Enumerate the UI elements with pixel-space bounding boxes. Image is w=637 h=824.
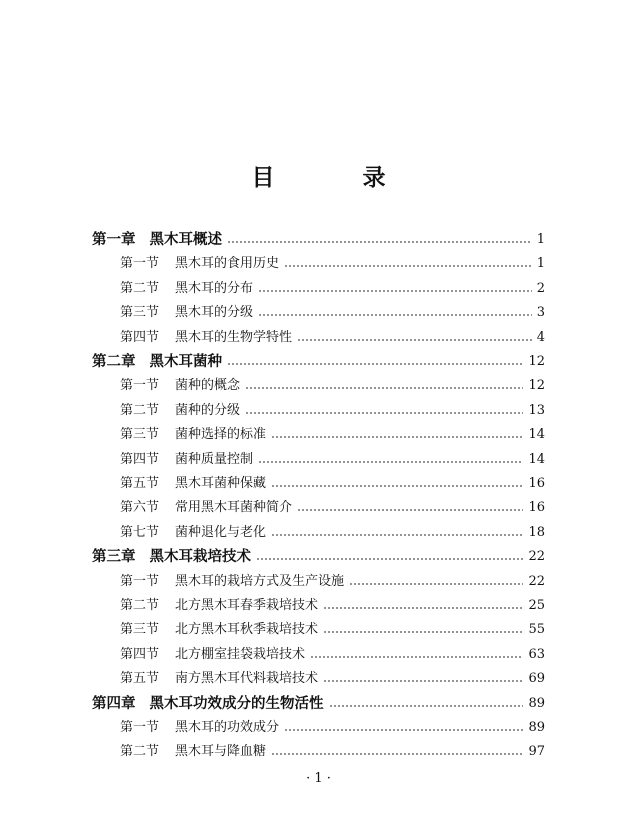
toc-section-entry[interactable] [120,473,545,495]
toc-entry-number: 第一节 [120,256,160,272]
toc-entry-page: 16 [528,500,545,516]
toc-entry-number: 第三节 [120,305,160,321]
toc-entry-number: 第二节 [120,402,160,418]
page-title: 目 录 [251,165,426,191]
toc-entry-page: 1 [536,256,545,272]
dot-leader [310,656,523,658]
toc-chapter-entry[interactable] [92,351,545,373]
toc-section-entry[interactable] [120,375,545,397]
toc-section-entry[interactable] [120,668,545,690]
toc-chapter-entry[interactable] [92,229,545,251]
toc-entry-title: 黑木耳概述 [149,232,222,248]
dot-leader [258,290,532,292]
dot-leader [323,607,523,609]
dot-leader [271,753,523,755]
toc-entry-number: 第一章 [92,232,136,248]
toc-entry-title: 黑木耳的功效成分 [175,720,280,735]
toc-entry-title: 黑木耳与降血糖 [175,744,267,760]
toc-entry-title: 黑木耳栽培技术 [149,549,251,566]
toc-chapter-entry[interactable] [92,693,545,715]
dot-leader [297,339,532,341]
toc-entry-page: 13 [528,402,545,418]
toc-section-entry[interactable] [120,302,545,324]
toc-entry-page: 22 [528,549,545,565]
dot-leader [349,583,523,585]
toc-entry-page: 89 [528,695,545,711]
toc-entry-number: 第六节 [120,500,160,516]
toc-entry-number: 第一节 [120,720,160,735]
dot-leader [271,485,523,487]
toc-entry-page: 16 [528,476,545,491]
toc-entry-title: 北方黑木耳秋季栽培技术 [175,622,319,638]
toc-entry-number: 第四节 [120,646,160,662]
toc-entry-page: 12 [528,378,545,394]
page-number-footer: · 1 · [306,771,331,786]
toc-entry-page: 14 [528,427,545,443]
toc-entry-number: 第四章 [92,695,136,712]
dot-leader [297,509,523,511]
toc-entry-title: 黑木耳功效成分的生物活性 [149,695,324,712]
toc-entry-number: 第二节 [120,598,160,613]
toc-chapter-entry[interactable] [92,546,545,568]
toc-section-entry[interactable] [120,278,545,300]
toc-entry-title: 菌种质量控制 [175,451,254,467]
toc-section-entry[interactable] [120,571,545,593]
toc-entry-number: 第二节 [120,280,160,296]
toc-section-entry[interactable] [120,424,545,446]
dot-leader [284,265,532,267]
toc-section-entry[interactable] [120,741,545,763]
toc-entry-number: 第三章 [92,549,136,566]
dot-leader [323,631,523,633]
toc-entry-page: 25 [528,598,545,613]
toc-entry-page: 69 [528,671,545,687]
dot-leader [245,387,523,389]
dot-leader [256,558,523,560]
toc-entry-title: 黑木耳的分级 [175,305,254,321]
dot-leader [245,412,523,414]
toc-entry-title: 菌种选择的标准 [175,427,267,443]
toc-entry-title: 黑木耳菌种保藏 [175,476,267,491]
toc-section-entry[interactable] [120,253,545,275]
toc-entry-page: 1 [536,232,545,247]
toc-entry-title: 菌种的分级 [175,402,241,418]
toc-section-entry[interactable] [120,327,545,349]
dot-leader [284,729,523,731]
toc-entry-title: 菌种的概念 [175,378,241,394]
toc-section-entry[interactable] [120,400,545,422]
toc-entry-page: 3 [536,305,545,321]
toc-entry-title: 黑木耳菌种 [149,354,222,370]
dot-leader [258,461,523,463]
toc-entry-title: 黑木耳的分布 [175,280,254,296]
dot-leader [329,705,524,707]
toc-entry-title: 菌种退化与老化 [175,524,267,540]
toc-entry-title: 常用黑木耳菌种简介 [175,500,293,516]
toc-entry-page: 18 [528,524,545,540]
dot-leader [227,363,523,365]
toc-section-entry[interactable] [120,522,545,544]
toc-entry-number: 第二节 [120,744,160,760]
dot-leader [271,534,523,536]
toc-entry-number: 第七节 [120,524,160,540]
toc-entry-number: 第五节 [120,671,160,687]
toc-section-entry[interactable] [120,595,545,617]
toc-entry-page: 63 [528,646,545,662]
toc-section-entry[interactable] [120,449,545,471]
toc-entry-page: 2 [536,280,545,296]
toc-entry-number: 第二章 [92,354,136,370]
dot-leader [227,241,532,243]
toc-section-entry[interactable] [120,619,545,641]
toc-entry-title: 北方黑木耳春季栽培技术 [175,598,319,613]
toc-entry-page: 89 [528,720,545,735]
toc-entry-page: 12 [528,354,545,369]
toc-entry-number: 第三节 [120,427,160,443]
toc-entry-title: 黑木耳的栽培方式及生产设施 [175,573,345,589]
toc-entry-number: 第四节 [120,451,160,467]
toc-section-entry[interactable] [120,497,545,519]
toc-entry-title: 黑木耳的生物学特性 [175,329,293,345]
dot-leader [323,680,523,682]
toc-entry-page: 97 [528,744,545,760]
toc-entry-page: 4 [536,329,545,345]
toc-entry-number: 第一节 [120,573,160,589]
toc-entry-page: 22 [528,573,545,589]
toc-entry-title: 南方黑木耳代料栽培技术 [175,671,319,687]
toc-entry-page: 14 [528,451,545,467]
dot-leader [258,314,532,316]
toc-entry-number: 第一节 [120,378,160,394]
toc-section-entry[interactable] [120,644,545,666]
toc-entry-title: 北方棚室挂袋栽培技术 [175,646,306,662]
toc-entry-title: 黑木耳的食用历史 [175,256,280,272]
toc-entry-page: 55 [528,622,545,638]
dot-leader [271,436,523,438]
toc-entry-number: 第五节 [120,476,160,491]
toc-entry-number: 第三节 [120,622,160,638]
toc-section-entry[interactable] [120,717,545,739]
toc-entry-number: 第四节 [120,329,160,345]
